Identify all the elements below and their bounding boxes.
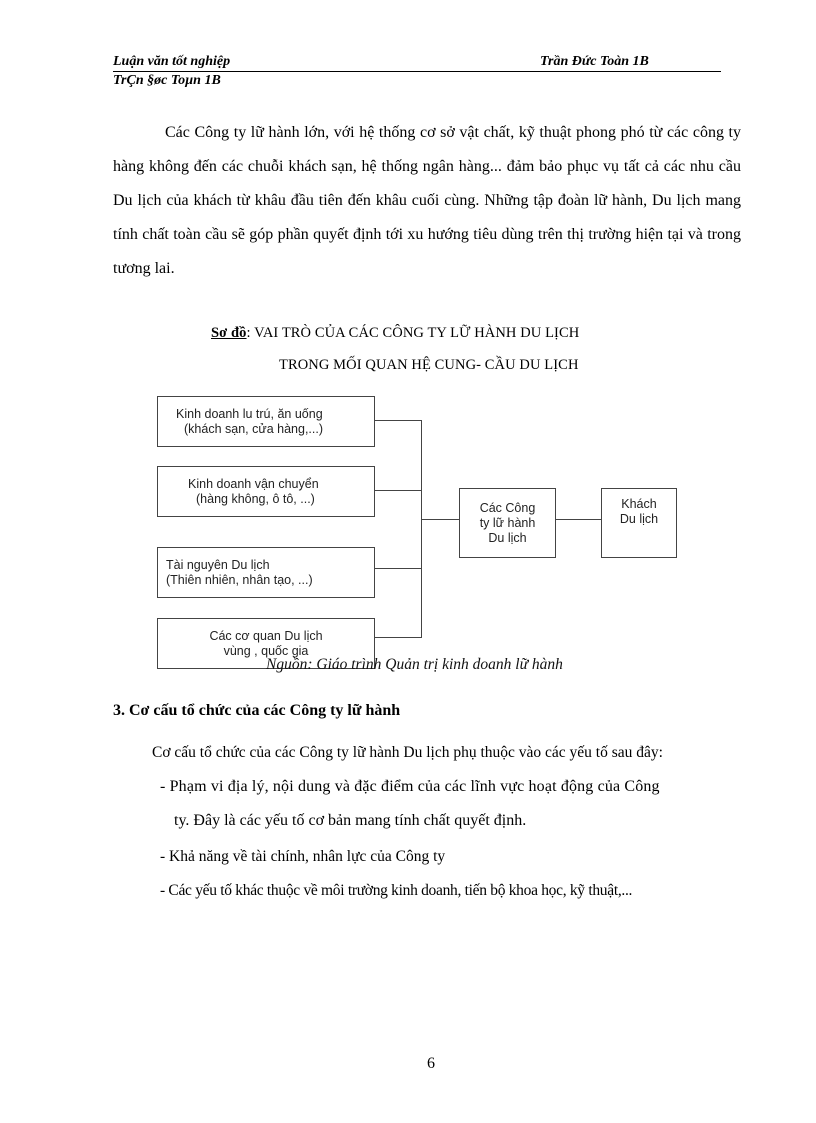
box-companies-line3: Du lịch: [488, 530, 527, 545]
box-agencies-line1: Các cơ quan Du lịch: [209, 628, 323, 643]
box-resources: [157, 547, 375, 598]
diagram-title-line1: [211, 325, 579, 342]
box-accommodation-line2: (khách sạn, cửa hàng,...): [184, 421, 323, 436]
box-companies: [459, 488, 556, 558]
list-item-1-line2: ty. Đây là các yếu tố cơ bản mang tính chất quyết định.: [174, 812, 527, 829]
list-item-2: - Khả năng về tài chính, nhân lực của Công ty: [160, 848, 446, 865]
box-resources-line2: (Thiên nhiên, nhân tạo, ...): [166, 572, 313, 587]
connector-vertical-bus: [421, 420, 422, 638]
page-number: 6: [427, 1055, 435, 1072]
header-rule: [113, 71, 721, 72]
connector-to-tourists: [556, 519, 601, 520]
section-intro: Cơ cấu tổ chức của các Công ty lữ hành Du lịch phụ thuộc vào các yếu tố sau đây:: [152, 744, 663, 761]
list-item-1-line1: - Phạm vi địa lý, nội dung và đặc điểm của các lĩnh vực hoạt động của Công: [160, 778, 660, 795]
box-transport-line1: Kinh doanh vận chuyển: [188, 476, 319, 491]
header-right: Trần Đức Toàn 1B: [540, 54, 649, 69]
box-transport-line2: (hàng không, ô tô, ...): [196, 491, 315, 506]
section-heading: 3. Cơ cấu tổ chức của các Công ty lữ hành: [113, 702, 401, 719]
box-tourists: [601, 488, 677, 558]
diagram-source: Nguồn: Giáo trình Quản trị kinh doanh lữ hành: [266, 656, 563, 673]
box-tourists-line2: Du lịch: [619, 512, 659, 526]
list-item-3: - Các yếu tố khác thuộc về môi trường kinh doanh, tiến bộ khoa học, kỹ thuật,...: [160, 882, 633, 899]
diagram-title-sep: :: [246, 325, 251, 341]
header-second-line: TrÇn §øc Toµn 1B: [113, 73, 221, 88]
box-companies-line2: ty lữ hành: [479, 515, 536, 530]
diagram-title-label: Sơ đồ: [211, 325, 247, 341]
box-agencies-line2: vùng , quốc gia: [223, 643, 309, 658]
connector-to-companies: [421, 519, 459, 520]
paragraph-text: Các Công ty lữ hành lớn, với hệ thống cơ sở vật chất, kỹ thuật phong phó từ các công ty hàng không đến các chuỗi khách sạn, hệ thống ngân hàng... đảm bảo phục vụ tất cả các nhu cầu Du lịch của khách từ khâu đầu tiên đến khâu cuối cùng. Những tập đoàn lữ hành, Du lịch mang tính chất toàn cầu sẽ góp phần quyết định tới xu hướng tiêu dùng trên thị trường hiện tại và trong tương lai.: [113, 124, 741, 277]
connector-agencies: [375, 637, 422, 638]
box-accommodation-line1: Kinh doanh lu trú, ăn uống: [176, 406, 323, 421]
box-resources-line1: Tài nguyên Du lịch: [166, 557, 270, 572]
box-transport: [157, 466, 375, 517]
box-companies-line1: Các Công: [479, 500, 536, 515]
diagram-title-line2: TRONG MỐI QUAN HỆ CUNG- CẦU DU LỊCH: [279, 357, 579, 373]
header-left: Luận văn tốt nghiệp: [113, 54, 231, 69]
intro-paragraph: [113, 116, 741, 286]
connector-accommodation: [375, 420, 422, 421]
box-accommodation: [157, 396, 375, 447]
diagram-title-text: VAI TRÒ CỦA CÁC CÔNG TY LỮ HÀNH DU LỊCH: [250, 325, 580, 341]
connector-transport: [375, 490, 422, 491]
connector-resources: [375, 568, 422, 569]
box-tourists-line1: Khách: [621, 497, 657, 511]
